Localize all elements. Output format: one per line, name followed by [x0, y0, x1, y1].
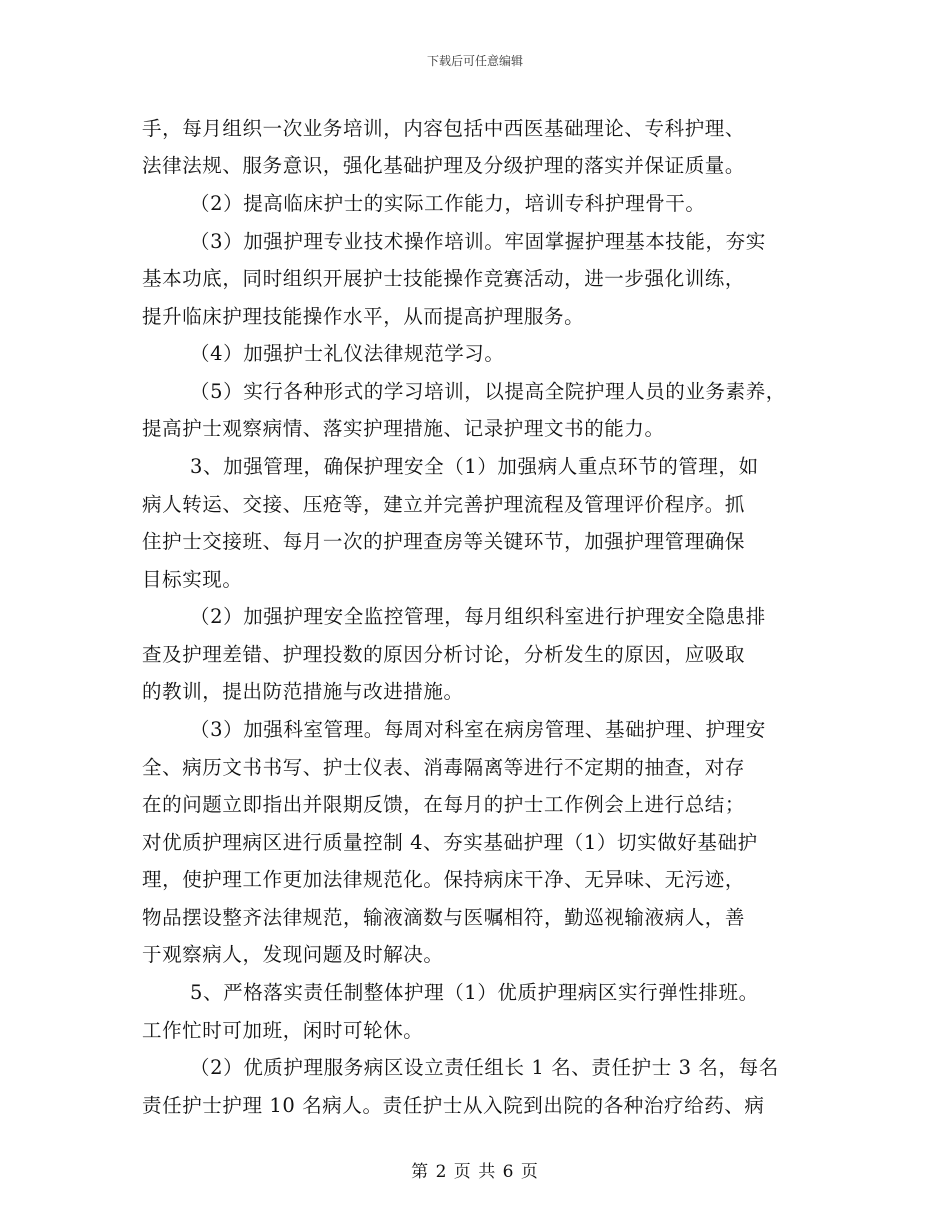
- text-line: （3）加强护理专业技术操作培训。牢固掌握护理基本技能，夯实: [190, 230, 766, 253]
- text-line: 法律法规、服务意识，强化基础护理及分级护理的落实并保证质量。: [142, 154, 746, 177]
- text-line: （2）加强护理安全监控管理，每月组织科室进行护理安全隐患排: [190, 605, 766, 628]
- text-line: （2）优质护理服务病区设立责任组长 1 名、责任护士 3 名，每名: [190, 1056, 779, 1079]
- text-line: 目标实现。: [142, 568, 243, 591]
- text-line: （2）提高临床护士的实际工作能力，培训专科护理骨干。: [190, 192, 706, 215]
- text-line: 责任护士护理 10 名病人。责任护士从入院到出院的各种治疗给药、病: [142, 1094, 765, 1117]
- text-line: （4）加强护士礼仪法律规范学习。: [190, 342, 505, 365]
- page-footer: 第 2 页 共 6 页: [411, 1162, 539, 1182]
- text-line: 全、病历文书书写、护士仪表、消毒隔离等进行不定期的抽查，对存: [142, 756, 746, 779]
- text-line: （5）实行各种形式的学习培训，以提高全院护理人员的业务素养，: [190, 380, 786, 403]
- text-line: 提升临床护理技能操作水平，从而提高护理服务。: [142, 305, 585, 328]
- text-line: 查及护理差错、护理投数的原因分析讨论，分析发生的原因，应吸取: [142, 643, 746, 666]
- text-line: 物品摆设整齐法律规范，输液滴数与医嘱相符，勤巡视输液病人，善: [142, 906, 746, 929]
- text-line: 基本功底，同时组织开展护士技能操作竞赛活动，进一步强化训练，: [142, 267, 746, 290]
- text-line: 3、加强管理，确保护理安全（1）加强病人重点环节的管理，如: [190, 455, 759, 478]
- text-line: 对优质护理病区进行质量控制 4、夯实基础护理（1）切实做好基础护: [142, 831, 758, 854]
- text-line: 手，每月组织一次业务培训，内容包括中西医基础理论、专科护理、: [142, 117, 746, 140]
- text-line: 提高护士观察病情、落实护理措施、记录护理文书的能力。: [142, 417, 665, 440]
- text-line: 住护士交接班、每月一次的护理查房等关键环节，加强护理管理确保: [142, 530, 746, 553]
- text-line: 的教训，提出防范措施与改进措施。: [142, 680, 464, 703]
- text-line: 病人转运、交接、压疮等，建立并完善护理流程及管理评价程序。抓: [142, 493, 746, 516]
- text-line: 在的问题立即指出并限期反馈，在每月的护士工作例会上进行总结；: [142, 793, 746, 816]
- text-line: 工作忙时可加班，闲时可轮休。: [142, 1019, 424, 1042]
- text-line: 于观察病人，发现问题及时解决。: [142, 943, 444, 966]
- page-header: 下载后可任意编辑: [426, 54, 523, 68]
- text-line: （3）加强科室管理。每周对科室在病房管理、基础护理、护理安: [190, 718, 766, 741]
- text-line: 理，使护理工作更加法律规范化。保持病床干净、无异味、无污迹，: [142, 868, 746, 891]
- text-line: 5、严格落实责任制整体护理（1）优质护理病区实行弹性排班。: [190, 981, 759, 1004]
